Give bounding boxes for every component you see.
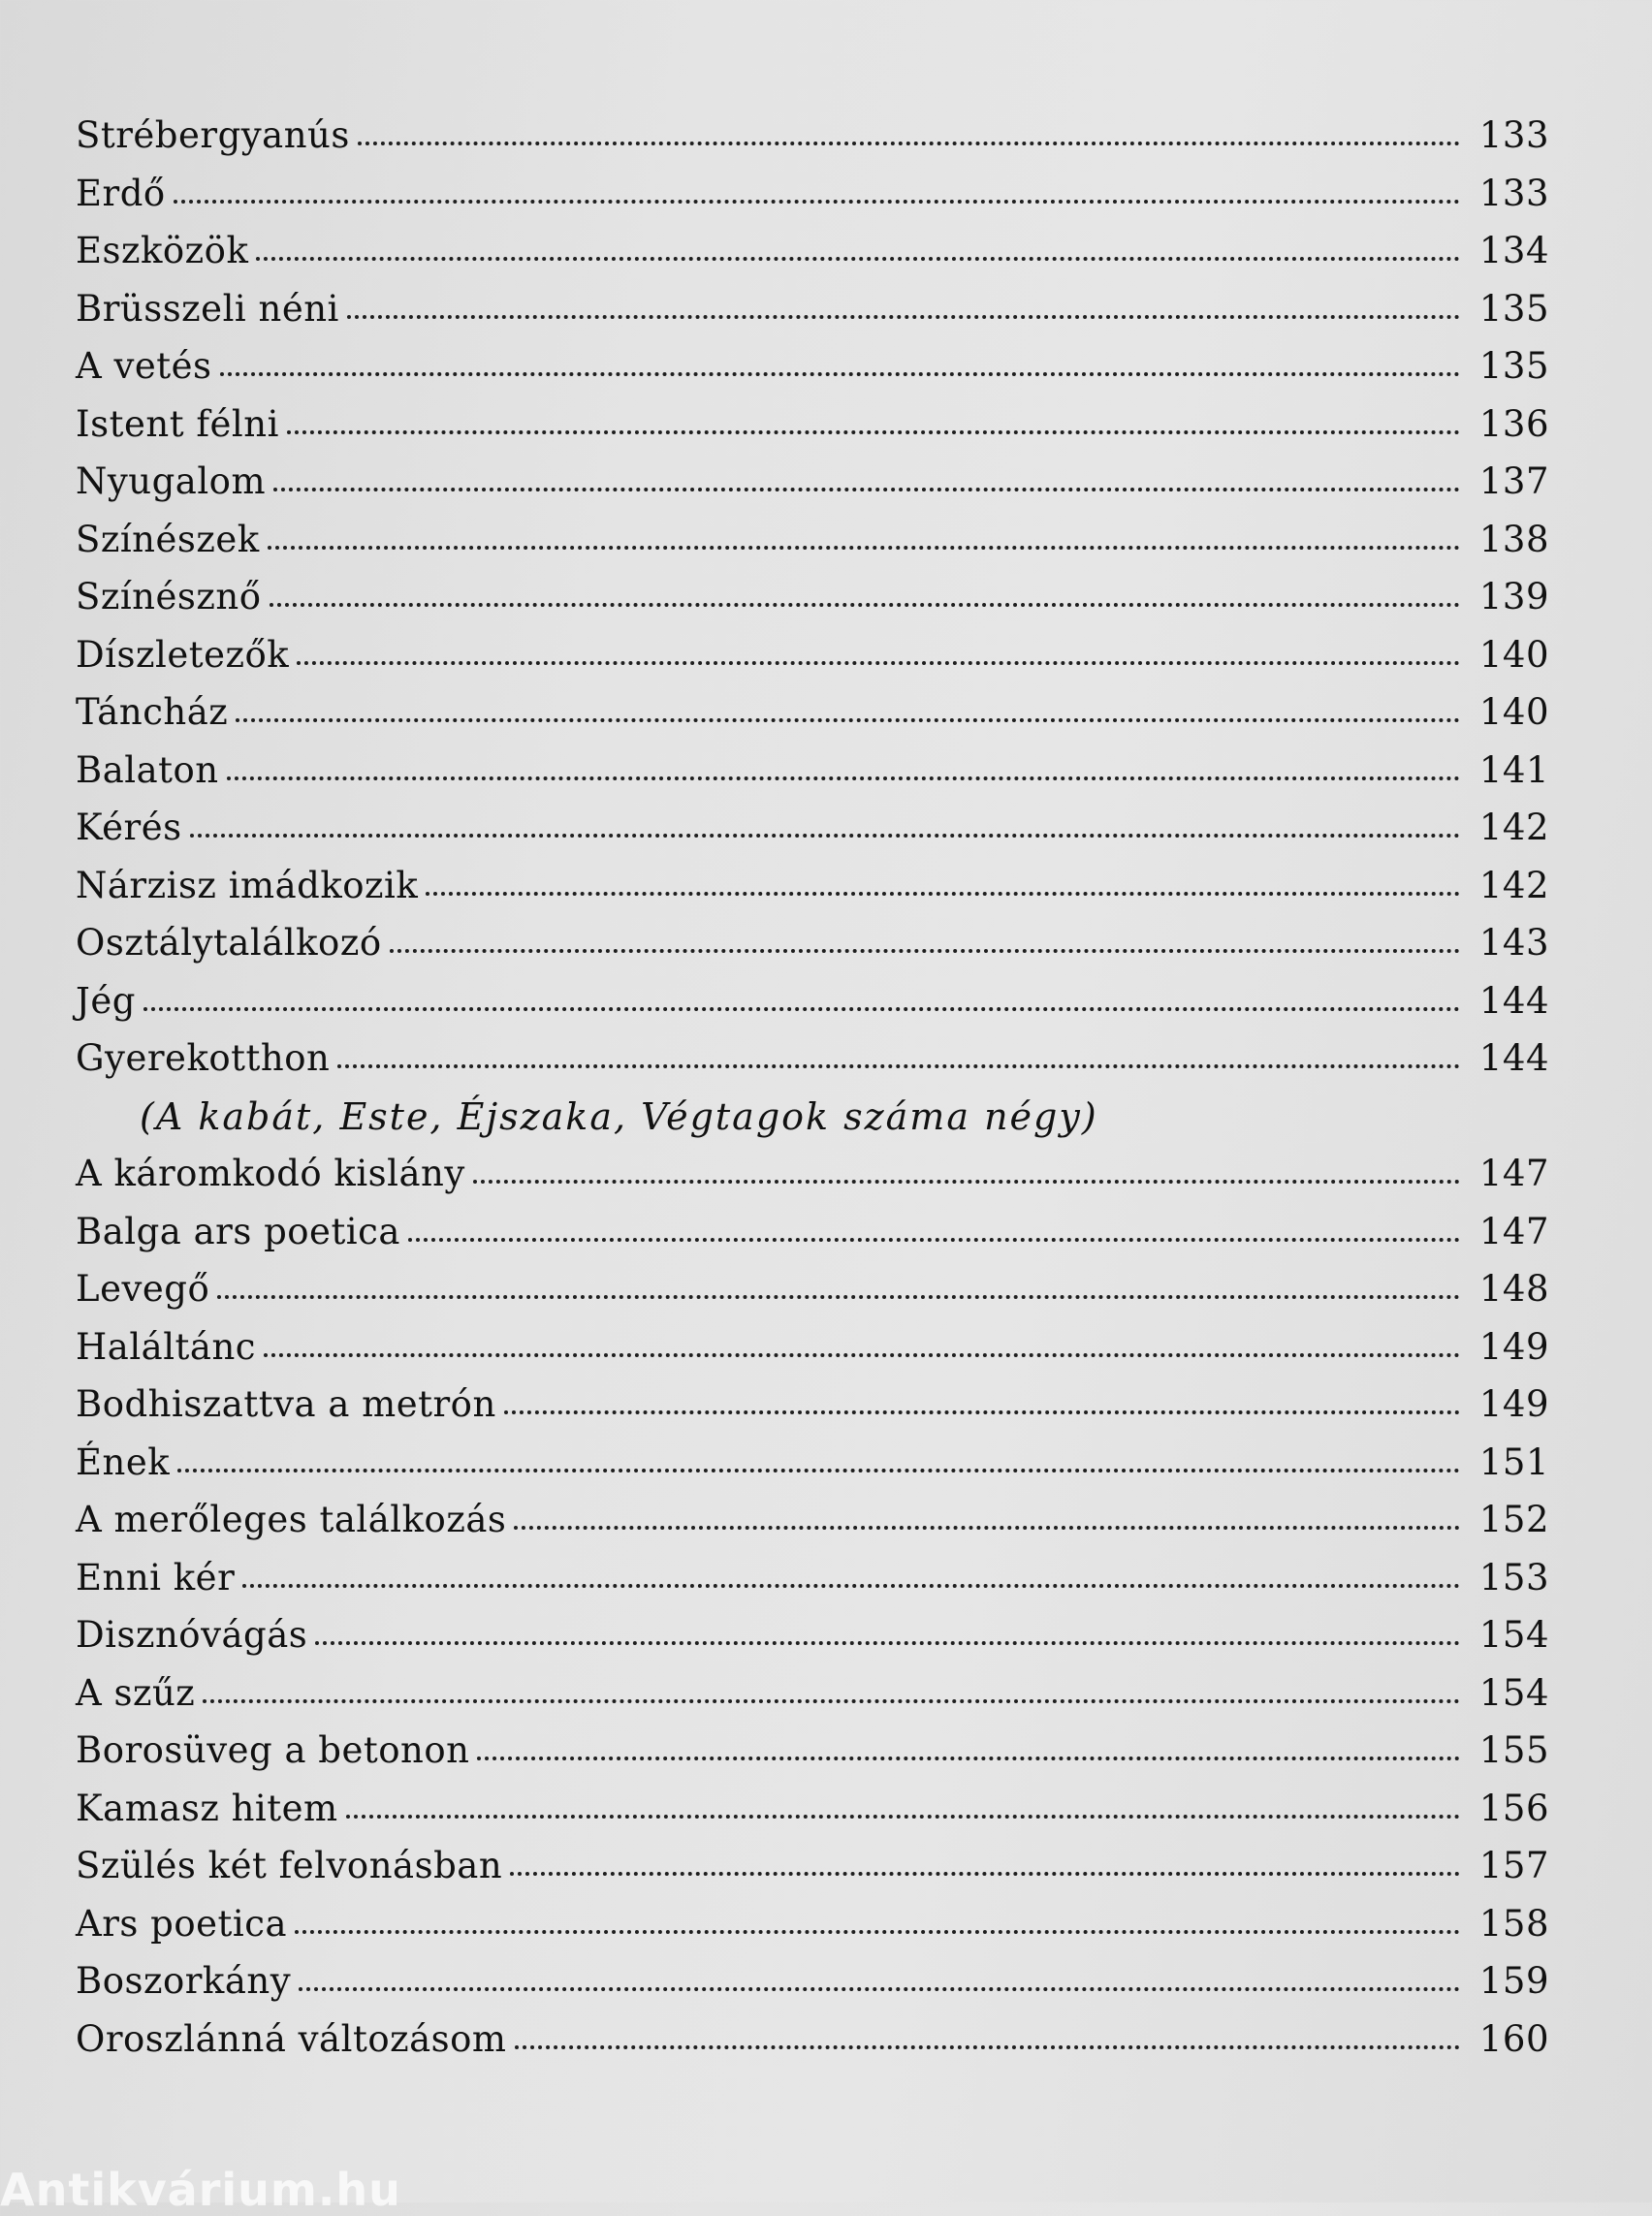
toc-entry-title: Brüsszeli néni	[76, 287, 339, 330]
dot-leader	[297, 661, 1460, 665]
toc-entry	[76, 230, 1549, 288]
toc-entry-title: Balaton	[76, 748, 219, 791]
toc-entry-page: 159	[1478, 1960, 1549, 2002]
dot-leader	[177, 1469, 1460, 1472]
dot-leader	[273, 488, 1460, 491]
toc-entry	[76, 1614, 1549, 1672]
dot-leader	[358, 142, 1460, 145]
toc-entry-title: A szűz	[76, 1671, 196, 1714]
toc-entry-page: 154	[1478, 1614, 1549, 1656]
toc-entry-title: Kérés	[76, 807, 182, 848]
toc-entry	[76, 1268, 1549, 1326]
dot-leader	[287, 430, 1460, 434]
toc-entry-page: 144	[1478, 979, 1549, 1022]
toc-entry-page: 140	[1478, 691, 1549, 733]
toc-entry	[76, 1960, 1549, 2018]
toc-entry	[76, 345, 1549, 403]
toc-entry-page: 144	[1478, 1037, 1549, 1079]
dot-leader	[256, 257, 1460, 261]
toc-entry	[76, 1788, 1549, 1846]
toc-entry-page: 149	[1478, 1383, 1549, 1425]
toc-entry	[76, 1211, 1549, 1269]
toc-entry-title: Boszorkány	[76, 1960, 292, 2002]
toc-entry-title: A káromkodó kislány	[76, 1153, 465, 1194]
toc-entry	[76, 1383, 1549, 1441]
toc-entry-title: Balga ars poetica	[76, 1210, 400, 1252]
toc-entry-page: 153	[1478, 1556, 1549, 1599]
toc-entry-title: Szülés két felvonásban	[76, 1845, 503, 1886]
toc-entry-page: 136	[1478, 402, 1549, 445]
toc-entry-title: Levegő	[76, 1268, 210, 1310]
dot-leader	[203, 1699, 1460, 1703]
toc-entry	[76, 1729, 1549, 1788]
toc-entry-page: 151	[1478, 1440, 1549, 1483]
toc-entry-page: 135	[1478, 287, 1549, 330]
toc-entry-title: Erdő	[76, 172, 166, 214]
toc-entry	[76, 1326, 1549, 1384]
toc-entry	[76, 634, 1549, 692]
toc-subtitle: (A kabát, Este, Éjszaka, Végtagok száma négy)	[140, 1094, 1098, 1138]
dot-leader	[477, 1757, 1460, 1760]
toc-entry-page: 156	[1478, 1787, 1549, 1829]
dot-leader	[217, 1295, 1460, 1299]
toc-entry-page: 140	[1478, 633, 1549, 676]
toc-entry-page: 148	[1478, 1268, 1549, 1310]
toc-entry-page: 158	[1478, 1902, 1549, 1945]
toc-entry-title: Gyerekotthon	[76, 1037, 331, 1079]
toc-entry	[76, 519, 1549, 577]
toc-entry-page: 134	[1478, 230, 1549, 271]
dot-leader	[190, 834, 1460, 838]
toc-entry-title: Strébergyanús	[76, 114, 350, 156]
toc-entry-title: Istent félni	[76, 402, 279, 445]
dot-leader	[408, 1238, 1460, 1242]
toc-entry-page: 137	[1478, 460, 1549, 502]
dot-leader	[295, 1930, 1460, 1934]
toc-entry-page: 133	[1478, 114, 1549, 156]
toc-entry	[76, 2018, 1549, 2076]
toc-entry-title: Színészek	[76, 518, 260, 560]
toc-entry-title: Bodhiszattva a metrón	[76, 1383, 496, 1425]
toc-section-1	[76, 114, 1549, 1095]
toc-entry-title: Színésznő	[76, 576, 262, 617]
dot-leader	[242, 1584, 1460, 1588]
dot-leader	[426, 892, 1460, 896]
toc-section-2	[76, 1153, 1549, 2075]
toc-entry-page: 149	[1478, 1325, 1549, 1368]
toc-entry	[76, 1557, 1549, 1615]
toc-entry-title: Díszletezők	[76, 633, 290, 676]
toc-entry-title: Disznóvágás	[76, 1614, 308, 1656]
toc-entry-page: 142	[1478, 864, 1549, 906]
toc-entry	[76, 576, 1549, 634]
toc-entry-page: 155	[1478, 1729, 1549, 1771]
toc-entry-page: 141	[1478, 748, 1549, 791]
toc-entry-page: 135	[1478, 345, 1549, 387]
toc-entry-title: Enni kér	[76, 1556, 236, 1599]
toc-entry-page: 133	[1478, 172, 1549, 214]
toc-entry	[76, 403, 1549, 461]
toc-entry	[76, 922, 1549, 980]
toc-entry	[76, 749, 1549, 807]
toc-entry	[76, 1499, 1549, 1557]
dot-leader	[174, 200, 1460, 204]
toc-entry-title: Ars poetica	[76, 1902, 287, 1945]
toc-entry-title: Borosüveg a betonon	[76, 1729, 470, 1771]
toc-entry	[76, 1672, 1549, 1730]
table-of-contents	[76, 114, 1549, 2075]
toc-entry-title: Haláltánc	[76, 1325, 257, 1368]
toc-entry-page: 147	[1478, 1153, 1549, 1194]
toc-entry-title: Ének	[76, 1440, 171, 1483]
toc-entry-page: 143	[1478, 922, 1549, 964]
dot-leader	[220, 372, 1460, 376]
toc-entry	[76, 1153, 1549, 1211]
toc-entry-page: 154	[1478, 1671, 1549, 1714]
toc-entry	[76, 1845, 1549, 1903]
dot-leader	[473, 1180, 1460, 1184]
toc-entry-title: Kamasz hitem	[76, 1787, 338, 1829]
toc-entry-title: Jég	[76, 979, 136, 1022]
toc-entry	[76, 460, 1549, 519]
dot-leader	[514, 1526, 1460, 1530]
dot-leader	[268, 546, 1460, 550]
dot-leader	[143, 1007, 1460, 1011]
toc-entry	[76, 114, 1549, 173]
toc-entry	[76, 1037, 1549, 1095]
dot-leader	[337, 1064, 1460, 1068]
dot-leader	[299, 1987, 1460, 1991]
dot-leader	[270, 603, 1461, 607]
toc-entry-page: 138	[1478, 518, 1549, 560]
dot-leader	[515, 2045, 1461, 2049]
toc-entry-title: A merőleges találkozás	[76, 1499, 507, 1540]
dot-leader	[510, 1872, 1460, 1876]
toc-entry	[76, 980, 1549, 1038]
toc-entry-title: Nárzisz imádkozik	[76, 864, 419, 906]
watermark-text: Antikvárium.hu	[0, 2164, 401, 2216]
dot-leader	[264, 1353, 1460, 1357]
toc-entry-page: 147	[1478, 1210, 1549, 1252]
dot-leader	[227, 776, 1460, 780]
toc-entry-page: 152	[1478, 1499, 1549, 1540]
toc-entry	[76, 288, 1549, 346]
dot-leader	[236, 718, 1460, 722]
toc-entry-page: 142	[1478, 807, 1549, 848]
dot-leader	[346, 1815, 1460, 1819]
toc-entry	[76, 691, 1549, 749]
toc-entry-page: 139	[1478, 576, 1549, 617]
toc-entry-page: 160	[1478, 2017, 1549, 2060]
toc-entry	[76, 807, 1549, 865]
toc-entry-title: Osztálytalálkozó	[76, 922, 382, 964]
dot-leader	[347, 315, 1460, 319]
toc-entry	[76, 173, 1549, 231]
toc-entry-title: Táncház	[76, 691, 229, 733]
dot-leader	[315, 1641, 1460, 1645]
dot-leader	[390, 949, 1460, 953]
toc-entry	[76, 1903, 1549, 1961]
toc-entry-title: Oroszlánná változásom	[76, 2017, 507, 2060]
toc-entry-page: 157	[1478, 1845, 1549, 1886]
toc-entry-title: Nyugalom	[76, 460, 267, 502]
toc-entry-title: Eszközök	[76, 230, 249, 271]
toc-entry-title: A vetés	[76, 345, 212, 387]
toc-entry	[76, 865, 1549, 923]
toc-entry	[76, 1441, 1549, 1500]
dot-leader	[504, 1410, 1460, 1414]
